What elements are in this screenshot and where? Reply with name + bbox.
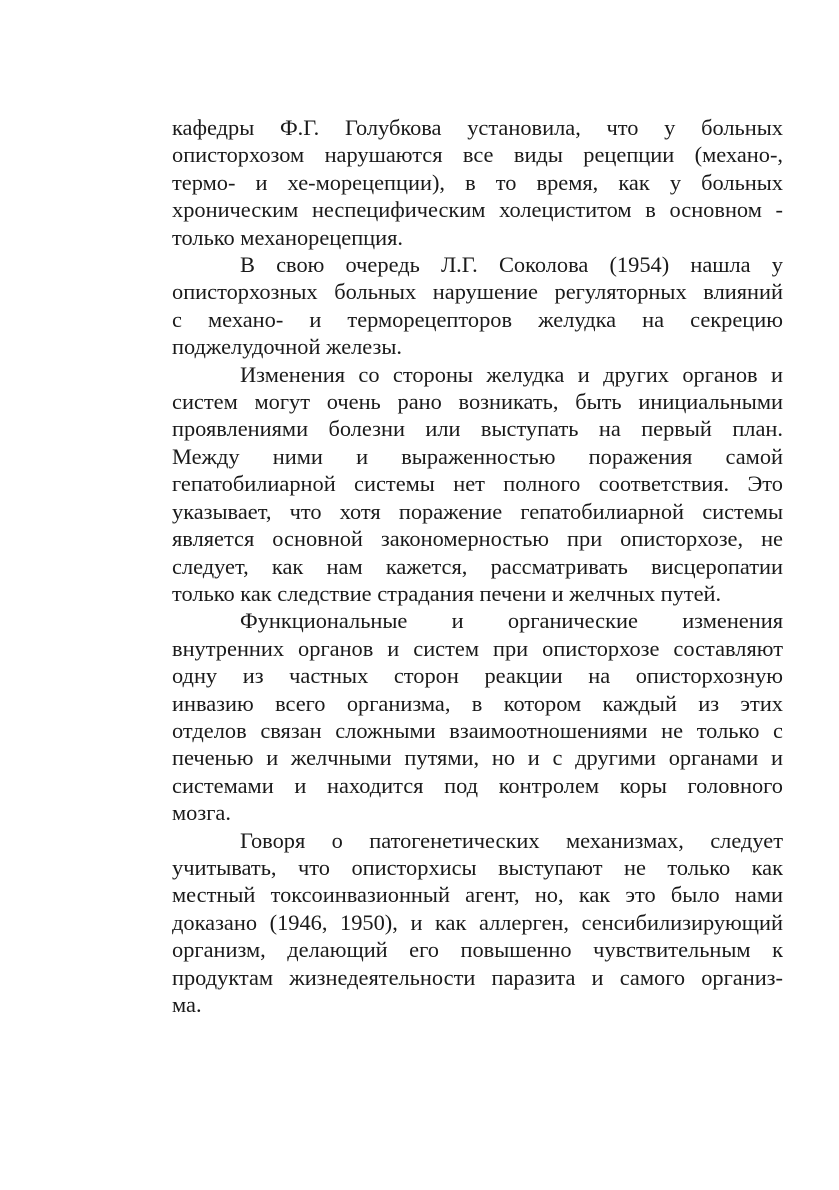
text-line: с механо- и терморецепторов желудка на секрецию [172, 306, 783, 332]
text-line: описторхозных больных нарушение регуляторных влияний [172, 279, 783, 305]
text-line: системами и находится под контролем коры головного [172, 772, 783, 798]
text-line: Изменения со стороны желудка и других органов и [240, 361, 783, 387]
document-page [172, 114, 783, 1018]
text-line: хроническим неспецифическим холециститом в основном - [172, 197, 783, 223]
text-line: кафедры Ф.Г. Голубкова установила, что у больных [172, 115, 783, 140]
paragraph-1 [172, 114, 783, 251]
text-line: проявлениями болезни или выступать на первый план. [172, 416, 783, 442]
text-line: организм, делающий его повышенно чувствительным к [172, 937, 783, 963]
text-line: отделов связан сложными взаимоотношениями не только с [172, 717, 783, 743]
text-line: ма. [172, 992, 202, 1017]
text-line: только механорецепция. [172, 224, 404, 250]
text-line: внутренних органов и систем при описторхозе составляют [172, 635, 783, 661]
text-line: продуктам жизнедеятельности паразита и самого организ- [172, 964, 783, 990]
text-line: только как следствие страдания печени и желчных путей. [172, 580, 722, 606]
paragraph-4 [172, 607, 783, 826]
text-line: систем могут очень рано возникать, быть инициальными [172, 389, 783, 415]
paragraph-5 [172, 827, 783, 1019]
text-line: учитывать, что описторхисы выступают не только как [172, 854, 783, 880]
text-line: печенью и желчными путями, но и с другими органами и [172, 745, 783, 771]
text-line: Функциональные и органические изменения [240, 608, 783, 634]
text-line: гепатобилиарной системы нет полного соответствия. Это [172, 471, 783, 497]
text-line: Говоря о патогенетических механизмах, следует [240, 827, 783, 853]
text-line: одну из частных сторон реакции на описторхозную [172, 663, 783, 689]
paragraph-2 [172, 251, 783, 361]
text-line: термо- и хе-морецепции), в то время, как у больных [172, 169, 783, 195]
text-line: указывает, что хотя поражение гепатобилиарной системы [172, 498, 783, 524]
text-line: является основной закономерностью при описторхозе, не [172, 526, 783, 552]
text-line: описторхозом нарушаются все виды рецепции (механо-, [172, 142, 783, 168]
text-line: следует, как нам кажется, рассматривать висцеропатии [172, 553, 783, 579]
text-line: В свою очередь Л.Г. Соколова (1954) нашла у [240, 252, 783, 278]
text-line: поджелудочной железы. [172, 334, 403, 360]
text-line: доказано (1946, 1950), и как аллерген, сенсибилизирующий [172, 909, 783, 935]
text-line: инвазию всего организма, в котором каждый из этих [172, 690, 783, 716]
paragraph-3 [172, 361, 783, 608]
text-line: мозга. [172, 800, 231, 826]
text-line: Между ними и выраженностью поражения самой [172, 443, 783, 469]
text-line: местный токсоинвазионный агент, но, как это было нами [172, 882, 783, 908]
